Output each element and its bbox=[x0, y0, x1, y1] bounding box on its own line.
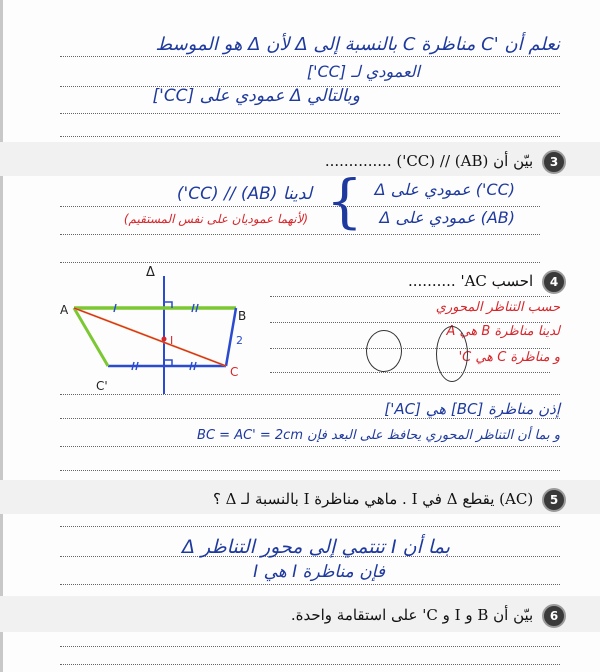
handwritten-reason: (لأنهما عموديان على نفس المستقيم) bbox=[123, 212, 308, 226]
answer-line bbox=[60, 206, 540, 207]
circled-answer bbox=[436, 326, 468, 382]
handwritten-line: (CC') عمودي على Δ bbox=[374, 180, 515, 199]
answer-line bbox=[60, 470, 560, 471]
point-i bbox=[162, 337, 167, 342]
question-6-prompt bbox=[291, 604, 566, 628]
handwritten-line: وبالتالي Δ عمودي على [CC'] bbox=[152, 86, 360, 106]
label-i: I bbox=[170, 334, 174, 347]
handwritten-line: و مناظرة C هي C' bbox=[458, 350, 560, 365]
handwritten-line: إذن مناظرة [BC] هي [AC'] bbox=[384, 400, 560, 418]
handwritten-line: نعلم أن 'C مناظرة C بالنسبة إلى Δ لأن Δ هو الموسط bbox=[155, 34, 560, 55]
answer-line bbox=[60, 113, 560, 114]
answer-line bbox=[60, 584, 560, 585]
answer-line bbox=[60, 526, 560, 527]
tick-mark bbox=[196, 304, 198, 312]
answer-line bbox=[60, 418, 560, 419]
question-text: بيّن أن B و I و C' على استقامة واحدة. bbox=[290, 606, 534, 624]
question-5-prompt bbox=[213, 488, 566, 512]
answer-line bbox=[60, 136, 560, 137]
answer-line bbox=[60, 446, 560, 447]
tick-mark bbox=[194, 362, 196, 370]
handwritten-line: حسب التناظر المحوري bbox=[435, 300, 560, 315]
tick-mark bbox=[190, 362, 192, 370]
brace-symbol: { bbox=[326, 167, 363, 235]
answer-line bbox=[60, 664, 560, 665]
question-text: بيّن أن (AB) // (CC') .............. bbox=[324, 152, 534, 170]
segment-ac-overlay bbox=[74, 308, 226, 366]
question-number-badge: 6 bbox=[542, 604, 566, 628]
answer-line bbox=[60, 646, 560, 647]
tick-mark bbox=[114, 304, 116, 312]
label-two: 2 bbox=[236, 334, 243, 347]
label-a: A bbox=[60, 303, 69, 317]
handwritten-line: لدينا مناظرة B هي A bbox=[446, 324, 560, 339]
label-c-prime: C' bbox=[96, 379, 108, 393]
handwritten-line: العمودي لـ [CC'] bbox=[306, 62, 420, 81]
label-c: C bbox=[230, 365, 239, 379]
answer-line bbox=[270, 322, 550, 323]
handwritten-line: (AB) عمودي على Δ bbox=[379, 208, 515, 227]
geometry-figure bbox=[60, 262, 280, 402]
answer-line bbox=[270, 296, 550, 297]
question-text: (AC) يقطع Δ في I . ماهي مناظرة I بالنسبة لـ Δ ؟ bbox=[212, 490, 534, 508]
handwritten-conclusion: لدينا (AB) // (CC') bbox=[176, 184, 312, 204]
tick-mark bbox=[132, 362, 134, 370]
segment-acp bbox=[74, 308, 108, 366]
handwritten-line: بما أن I تنتمي إلى محور التناظر Δ bbox=[181, 536, 450, 558]
question-number-badge: 4 bbox=[542, 270, 566, 294]
question-4-prompt bbox=[408, 270, 566, 294]
tick-mark bbox=[192, 304, 194, 312]
question-text: احسب AC' .......... bbox=[408, 272, 534, 290]
question-number-badge: 3 bbox=[542, 150, 566, 174]
handwritten-line: فإن مناظرة I هي I bbox=[253, 562, 385, 582]
segment-bc bbox=[226, 308, 236, 366]
handwritten-line: و بما أن التناظر المحوري يحافظ على البعد فإن BC = AC' = 2cm bbox=[197, 428, 560, 443]
circled-answer bbox=[366, 330, 402, 372]
label-b: B bbox=[238, 309, 247, 323]
tick-mark bbox=[136, 362, 138, 370]
answer-line bbox=[60, 56, 560, 57]
answer-line bbox=[270, 348, 550, 349]
label-delta: Δ bbox=[146, 265, 155, 280]
answer-line bbox=[60, 234, 540, 235]
answer-line bbox=[270, 372, 550, 373]
question-number-badge: 5 bbox=[542, 488, 566, 512]
